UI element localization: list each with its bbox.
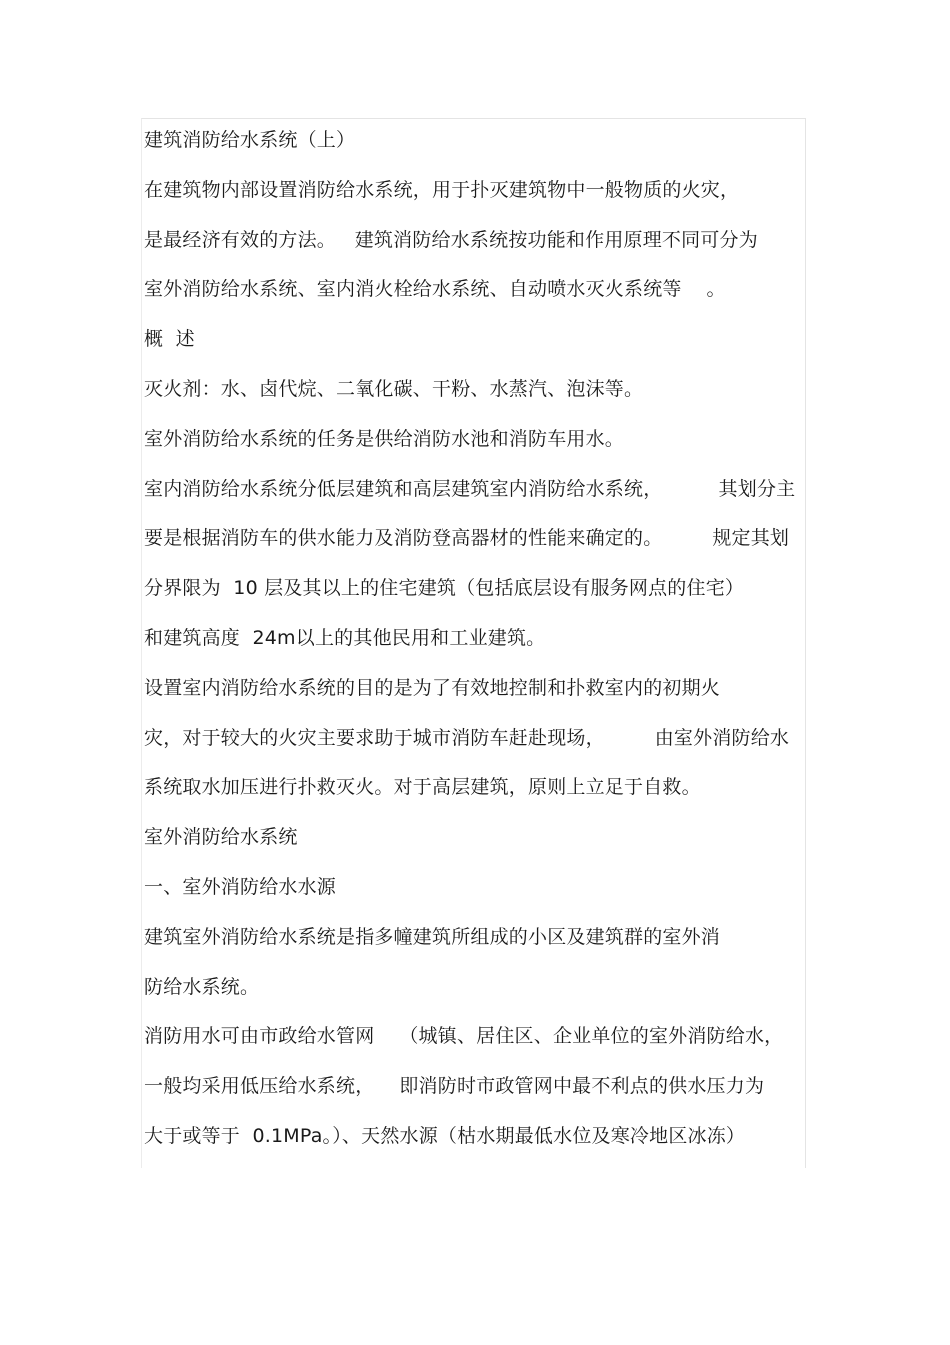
paragraph-line: 是最经济有效的方法。 建筑消防给水系统按功能和作用原理不同可分为 <box>144 228 758 251</box>
paragraph-line: 要是根据消防车的供水能力及消防登高器材的性能来确定的。 规定其划 <box>144 527 790 550</box>
paragraph-line: 室外消防给水系统的任务是供给消防水池和消防车用水。 <box>144 427 625 450</box>
paragraph-line: 设置室内消防给水系统的目的是为了有效地控制和扑救室内的初期火 <box>144 676 721 699</box>
paragraph-line: 分界限为 10 层及其以上的住宅建筑（包括底层设有服务网点的住宅） <box>144 577 745 600</box>
paragraph-line: 大于或等于 0.1MPa。）、天然水源（枯水期最低水位及寒冷地区冰冻） <box>144 1124 746 1147</box>
paragraph-line: 室外消防给水系统、室内消火栓给水系统、自动喷水灭火系统等 。 <box>144 278 726 301</box>
subsection-heading-water-source: 一、室外消防给水水源 <box>144 875 337 898</box>
paragraph-line: 一般均采用低压给水系统， 即消防时市政管网中最不利点的供水压力为 <box>144 1075 765 1098</box>
paragraph-line: 灭火剂：水、卤代烷、二氧化碳、干粉、水蒸汽、泡沫等。 <box>144 377 644 400</box>
paragraph-line: 建筑室外消防给水系统是指多幢建筑所组成的小区及建筑群的室外消 <box>144 925 721 948</box>
paragraph-line: 消防用水可由市政给水管网 （城镇、居住区、企业单位的室外消防给水， <box>144 1025 784 1048</box>
paragraph-line: 在建筑物内部设置消防给水系统，用于扑灭建筑物中一般物质的火灾， <box>144 178 740 201</box>
paragraph-line: 防给水系统。 <box>144 975 260 998</box>
section-heading-overview: 概 述 <box>144 328 195 351</box>
paragraph-line: 和建筑高度 24m以上的其他民用和工业建筑。 <box>144 626 546 649</box>
section-heading-outdoor: 室外消防给水系统 <box>144 826 298 849</box>
paragraph-line: 室内消防给水系统分低层建筑和高层建筑室内消防给水系统， 其划分主 <box>144 477 796 500</box>
document-body <box>144 116 806 1162</box>
paragraph-line: 系统取水加压进行扑救灭火。对于高层建筑，原则上立足于自救。 <box>144 776 701 799</box>
document-title: 建筑消防给水系统（上） <box>144 129 356 151</box>
paragraph-line: 灾，对于较大的火灾主要求助于城市消防车赶赴现场， 由室外消防给水 <box>144 726 790 749</box>
